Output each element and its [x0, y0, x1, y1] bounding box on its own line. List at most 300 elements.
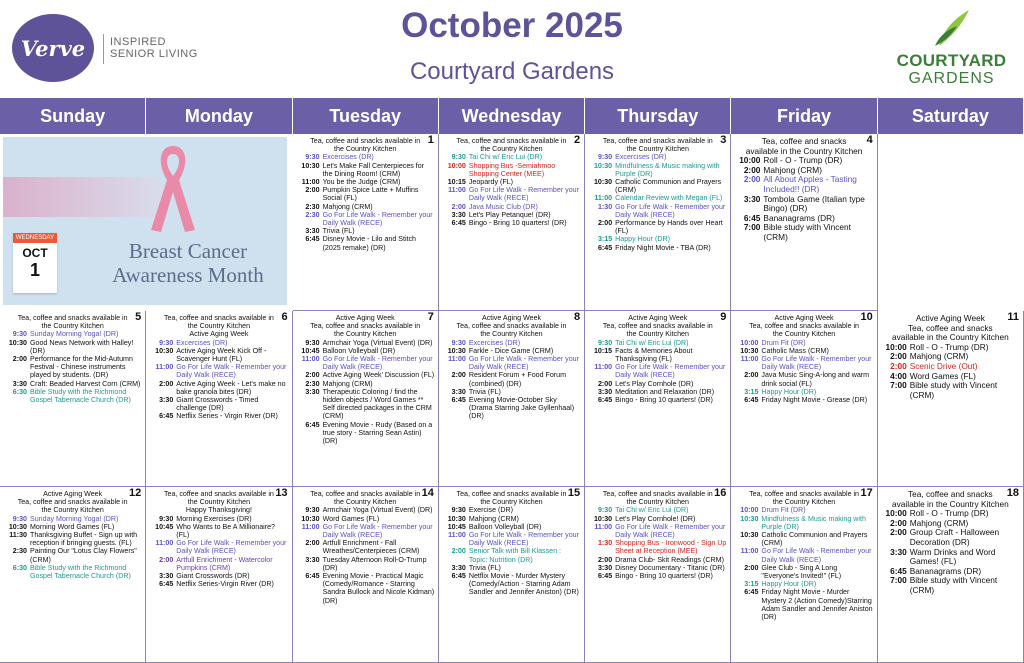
event-time: 7:00	[890, 575, 907, 586]
event-title: Evening Movie - Practical Magic (Comedy/Romance - Starring Sandra Bullock and Nicole Kidman) (DR)	[322, 572, 435, 605]
event-item	[296, 506, 435, 514]
event-time: 6:45	[451, 572, 466, 581]
event-item	[442, 371, 581, 387]
event-title: Active Aging Week - Let's make no bake granola bites (DR)	[176, 379, 286, 396]
event-time: 10:30	[593, 178, 613, 187]
event-title: Artfull Enrichment - Fall Wreathes/Centerpieces (CRM)	[322, 539, 420, 556]
event-item	[296, 355, 435, 371]
event-time: 4:00	[890, 370, 907, 381]
event-title: Go For Life Walk - Remember your Daily Walk (RECE)	[322, 355, 433, 372]
cg-logo-line1: COURTYARD	[896, 51, 1007, 70]
day-cell	[439, 487, 585, 663]
event-time: 10:30	[593, 161, 613, 170]
event-title: Mahjong (CRM)	[468, 514, 519, 523]
event-title: Senior Talk with Bill Klassen : Topic: Nutrition (DR)	[468, 547, 561, 564]
event-time: 10:00	[740, 506, 759, 515]
event-title: Drum Fit (DR)	[761, 506, 806, 515]
event-time: 9:30	[451, 506, 466, 515]
event-time: 11:00	[301, 522, 320, 531]
weekday-tuesday: Tuesday	[293, 98, 439, 134]
event-item	[734, 195, 873, 214]
event-title: Friday Night Movie - TBA (DR)	[615, 243, 711, 252]
day-note: Tea, coffee and snacks available in the Country Kitchen	[602, 322, 713, 339]
day-note: Tea, coffee and snacks available in the Country Kitchen	[745, 136, 863, 156]
event-time: 10:00	[740, 338, 759, 347]
event-item	[588, 363, 727, 379]
pink-ribbon-icon	[145, 142, 201, 234]
event-time: 10:00	[447, 161, 466, 170]
event-title: Farkle - Dice Game (CRM)	[468, 346, 554, 355]
event-time: 10:30	[8, 338, 27, 347]
event-title: Trivia (FL)	[468, 387, 501, 396]
event-time: 9:30	[305, 153, 320, 162]
event-item	[296, 347, 435, 355]
day-note: Tea, coffee and snacks available in the Country Kitchen	[17, 498, 128, 515]
event-item	[296, 539, 435, 555]
event-item	[734, 339, 873, 347]
event-time: 11:00	[301, 178, 320, 187]
event-title: Artfull Enrichment - Watercolor Pumpkins (CRM)	[176, 555, 273, 572]
event-item	[149, 556, 288, 572]
event-title: Happy Hour (DR)	[615, 235, 670, 244]
day-note: Active Aging Week	[774, 314, 834, 322]
event-time: 10:15	[447, 178, 466, 187]
event-time: 1:30	[597, 539, 613, 548]
event-time: 2:00	[890, 527, 907, 538]
event-time: 2:00	[744, 371, 759, 380]
event-title: Bible study with Vincent (CRM)	[763, 222, 851, 242]
event-item	[588, 178, 727, 194]
event-time: 3:30	[159, 396, 174, 405]
event-item	[442, 178, 581, 186]
event-time: 2:00	[744, 563, 759, 572]
event-title: Mahjong (CRM)	[909, 517, 969, 528]
event-time: 3:30	[743, 193, 761, 204]
event-title: Catholic Communion and Prayers (CRM)	[761, 531, 868, 548]
event-title: Excercises (DR)	[615, 153, 667, 162]
event-time: 3:15	[744, 387, 759, 396]
event-title: Go For Life Walk - Remember your Daily Walk (RECE)	[761, 355, 872, 372]
tagline-line1: INSPIRED	[110, 36, 166, 48]
event-item	[734, 547, 873, 563]
event-item	[881, 548, 1020, 567]
event-title: Armchair Yoga (Virtual Event) (DR)	[322, 506, 433, 515]
event-item	[3, 547, 142, 563]
event-time: 6:45	[159, 580, 174, 589]
event-time: 10:45	[301, 346, 320, 355]
event-time: 9:30	[305, 506, 320, 515]
event-time: 6:45	[743, 212, 761, 223]
event-title: Go For Life Walk - Remember your Daily Walk (RECE)	[322, 522, 433, 540]
event-item	[588, 235, 727, 243]
day-note: Active Aging Week	[189, 330, 249, 339]
day-cell	[731, 487, 877, 663]
event-item	[3, 380, 142, 388]
event-title: Friday Night Movie - Grease (DR)	[761, 396, 868, 405]
event-time: 1:30	[597, 202, 613, 211]
event-time: 2:00	[159, 555, 174, 564]
event-item	[442, 355, 581, 371]
event-title: Bingo - Bring 10 quarters! (DR)	[615, 396, 713, 405]
event-title: Disney Movie - Lilo and Stitch (2025 remake) (DR)	[322, 235, 417, 252]
event-time: 2:00	[305, 371, 320, 380]
event-item	[442, 162, 581, 178]
day-cell	[731, 134, 877, 311]
event-time: 11:00	[740, 547, 759, 556]
event-title: Balloon Volleyball (DR)	[468, 522, 542, 531]
event-item	[296, 371, 435, 379]
event-title: Pumpkin Spice Latte + Muffins Social (FL)	[322, 186, 419, 203]
day-number: 15	[567, 487, 581, 499]
event-title: Active Aging Week' Discussion (FL)	[322, 371, 435, 380]
calendar-card-month: OCT	[22, 246, 48, 260]
event-time: 10:30	[301, 161, 320, 170]
event-time: 11:00	[301, 355, 320, 364]
event-item	[734, 580, 873, 588]
event-item	[3, 564, 142, 580]
weekday-wednesday: Wednesday	[439, 98, 585, 134]
event-item	[588, 347, 727, 363]
event-time: 9:30	[12, 330, 27, 339]
event-title: Warm Drinks and Word Games! (FL)	[909, 546, 996, 567]
banner-text: Breast Cancer Awareness Month	[112, 239, 264, 287]
event-time: 3:15	[597, 235, 613, 244]
day-note: Active Aging Week	[915, 313, 985, 323]
event-time: 2:00	[12, 355, 27, 364]
event-item	[588, 194, 727, 202]
event-time: 6:45	[597, 396, 613, 405]
event-time: 2:30	[305, 379, 320, 388]
event-title: Glee Club - Sing A Long "Everyone's Invited!" (FL)	[761, 563, 842, 581]
day-cell	[0, 487, 146, 663]
event-item	[149, 347, 288, 363]
event-item	[442, 515, 581, 523]
event-time: 6:45	[305, 572, 320, 581]
event-item	[881, 528, 1020, 547]
event-title: Roll - O - Trump (DR)	[909, 341, 989, 352]
event-title: Trivia (FL)	[322, 227, 355, 236]
day-note: Active Aging Week	[335, 314, 395, 322]
event-item	[588, 219, 727, 235]
event-title: Catholic Mass (CRM)	[761, 346, 829, 355]
event-title: Bible Study with the Richmond Gospel Tabernacle Church (DR)	[30, 387, 131, 405]
event-time: 3:30	[890, 546, 907, 557]
event-title: Performance by Hands over Heart (FL)	[615, 219, 723, 236]
day-cell	[585, 311, 731, 487]
event-time: 9:30	[159, 514, 174, 523]
day-number: 18	[1006, 487, 1019, 499]
event-title: Facts & Memories About Thanksgiving (FL)	[615, 346, 693, 364]
event-item	[881, 576, 1020, 595]
event-time: 10:30	[593, 514, 613, 523]
day-note: Active Aging Week	[481, 314, 541, 322]
event-title: Sunday Morning Yoga! (DR)	[30, 514, 119, 523]
day-number: 1	[427, 134, 434, 146]
event-title: Happy Hour (DR)	[761, 580, 817, 589]
event-item	[442, 203, 581, 211]
day-note: Tea, coffee and snacks available in the Country Kitchen	[310, 490, 421, 507]
event-item	[588, 162, 727, 178]
day-note: Active Aging Week	[628, 314, 688, 322]
day-number: 4	[866, 134, 873, 146]
event-title: Go For Life Walk - Remember your Daily Walk (RECE)	[468, 186, 579, 203]
leaf-icon	[929, 8, 973, 48]
day-cell	[439, 134, 585, 311]
day-cell-empty	[293, 134, 439, 311]
event-title: Meditation and Relaxation (DR)	[615, 387, 715, 396]
event-title: Exercise (DR)	[468, 506, 513, 515]
event-title: Evening Movie-October Sky (Drama Starring Jake Gyllenhaal) (DR)	[468, 396, 575, 421]
event-item	[588, 244, 727, 252]
event-time: 10:30	[8, 522, 27, 531]
event-time: 2:00	[597, 555, 613, 564]
event-time: 2:00	[890, 351, 907, 362]
event-time: 3:30	[451, 563, 466, 572]
event-time: 11:00	[594, 522, 613, 531]
event-title: All About Apples - Tasting Included!! (DR)	[763, 174, 857, 194]
event-title: Roll - O - Trump (DR)	[763, 155, 843, 166]
event-time: 9:30	[305, 338, 320, 347]
event-time: 6:45	[451, 396, 466, 405]
event-item	[734, 531, 873, 547]
event-time: 6:30	[12, 387, 27, 396]
event-title: Netflix Series - Virgin River (DR)	[176, 412, 278, 421]
event-title: Let's Play Cornhole (DR)	[615, 379, 694, 388]
day-note: Tea, coffee and snacks available in the Country Kitchen	[602, 490, 713, 507]
event-time: 9:30	[597, 153, 613, 162]
event-title: Netflix Movie - Murder Mystery (Comedy/Action - Starring Adam Sandler and Jennifer Aniston) (DR)	[468, 572, 579, 597]
event-time: 6:45	[305, 420, 320, 429]
event-title: Word Games (FL)	[322, 514, 380, 523]
event-title: Balloon Volleyball (DR)	[322, 346, 396, 355]
event-item	[442, 186, 581, 202]
event-item	[734, 588, 873, 621]
day-cell	[585, 134, 731, 311]
event-title: Craft: Beaded Harvest Corn (CRM)	[30, 379, 141, 388]
day-cell	[0, 311, 146, 487]
event-title: Jeopardy (FL)	[468, 178, 513, 187]
event-title: Go For Life Walk - Remember your Daily Walk (RECE)	[468, 355, 579, 372]
event-item	[734, 564, 873, 580]
event-item	[734, 396, 873, 404]
event-title: Go For Life Walk - Remember your Daily Walk (RECE)	[468, 531, 579, 548]
event-item	[442, 153, 581, 161]
event-time: 11:00	[448, 531, 466, 540]
event-title: Disney Documentary - Titanic (DR)	[615, 563, 725, 572]
event-item	[296, 380, 435, 388]
event-time: 2:00	[305, 539, 320, 548]
event-item	[442, 219, 581, 227]
event-time: 3:30	[451, 387, 466, 396]
event-item	[588, 153, 727, 161]
event-item	[296, 515, 435, 523]
event-title: Performance for the Mid-Autumn Festival - Chinese instruments played by students. (DR)	[30, 355, 133, 380]
event-title: Who Wants to Be A Millionaire? (FL)	[176, 522, 275, 540]
day-note: Tea, coffee and snacks available in the Country Kitchen	[163, 490, 274, 507]
event-item	[296, 572, 435, 605]
event-title: Mindfulness & Music making with Purple (DR)	[615, 161, 720, 178]
event-title: You be the Judge (CRM)	[322, 178, 401, 187]
event-title: Let's Play Cornhole! (DR)	[615, 514, 696, 523]
event-time: 10:15	[593, 346, 613, 355]
event-time: 2:00	[159, 379, 174, 388]
calendar-header	[0, 0, 1024, 97]
event-item	[149, 580, 288, 588]
event-title: Scenic Drive (Out)	[909, 360, 978, 371]
day-number: 16	[714, 487, 727, 499]
event-title: Active Aging Week Kick Off - Scavenger Hunt (FL)	[176, 346, 267, 364]
event-item	[442, 572, 581, 597]
day-note: Tea, coffee and snacks available in the Country Kitchen	[17, 314, 128, 331]
event-time: 2:00	[890, 360, 907, 371]
event-item	[588, 556, 727, 564]
event-item	[442, 396, 581, 421]
event-title: Trivia (FL)	[468, 563, 501, 572]
event-item	[588, 572, 727, 580]
event-title: Giant Crosswords (DR)	[176, 572, 250, 581]
event-title: Tai Chi w/ Eric Lui (DR)	[615, 338, 689, 347]
event-item	[149, 523, 288, 539]
event-time: 2:00	[451, 547, 466, 556]
weekday-header-row	[0, 98, 1024, 134]
event-time: 11:30	[9, 531, 27, 540]
event-time: 3:30	[597, 563, 613, 572]
event-time: 10:30	[740, 531, 759, 540]
event-item	[3, 531, 142, 547]
event-time: 2:00	[743, 164, 761, 175]
event-time: 6:45	[890, 565, 907, 576]
day-note: Tea, coffee and snacks available in the Country Kitchen	[892, 489, 1009, 509]
event-time: 11:00	[740, 355, 759, 364]
event-title: Java Music Club (DR)	[468, 202, 538, 211]
day-note: Tea, coffee and snacks available in the Country Kitchen	[602, 137, 713, 154]
calendar-grid	[0, 134, 1024, 663]
weekday-sunday: Sunday	[0, 98, 146, 134]
event-time: 7:00	[890, 380, 907, 391]
event-item	[149, 515, 288, 523]
day-number: 10	[860, 311, 873, 323]
weekday-saturday: Saturday	[878, 98, 1024, 134]
event-time: 11:00	[155, 363, 174, 372]
event-title: Excercises (DR)	[468, 338, 521, 347]
calendar-card-day: 1	[29, 260, 40, 280]
event-title: Bible Study with the Richmond Gospel Tabernacle Church (DR)	[30, 563, 131, 581]
event-time: 10:30	[301, 514, 320, 523]
event-item	[3, 339, 142, 355]
event-time: 10:30	[740, 346, 759, 355]
day-number: 8	[574, 311, 581, 323]
event-item	[588, 380, 727, 388]
calendar-card-icon	[13, 233, 57, 293]
event-item	[3, 515, 142, 523]
event-time: 6:30	[12, 563, 27, 572]
event-title: Therapeutic Coloring / find the hidden objects / Word Games ** Self directed packages in the CRM (CRM)	[322, 387, 432, 421]
event-title: Good News Network with Halley! (DR)	[30, 338, 134, 355]
event-time: 10:00	[739, 155, 761, 166]
event-title: Tai Chi w/ Eric Lui (DR)	[468, 153, 543, 162]
weekday-monday: Monday	[146, 98, 292, 134]
event-title: Friday Night Movie - Murder Mystery 2 (Action Comedy)Starring Adam Sandler and Jennifer Aniston (DR)	[761, 588, 873, 622]
event-item	[149, 396, 288, 412]
event-title: Go For Life Walk - Remember your Daily Walk (RECE)	[615, 363, 726, 380]
event-time: 10:00	[885, 341, 907, 352]
event-item	[442, 523, 581, 531]
day-cell	[293, 487, 439, 663]
event-time: 3:30	[305, 387, 320, 396]
event-time: 6:45	[597, 243, 613, 252]
event-time: 2:00	[451, 202, 466, 211]
event-title: Go For Life Walk - Remember your Daily Walk (RECE)	[615, 202, 726, 219]
event-item	[734, 223, 873, 242]
event-time: 3:15	[744, 580, 759, 589]
courtyard-gardens-logo	[889, 8, 1014, 93]
event-item	[442, 547, 581, 563]
event-time: 9:30	[597, 338, 613, 347]
event-time: 10:45	[447, 522, 466, 531]
event-title: Mahjong (CRM)	[909, 351, 969, 362]
event-title: Tuesday Afternoon Roll-O-Trump (DR)	[322, 555, 427, 572]
day-note: Active Aging Week	[43, 490, 103, 498]
event-item	[149, 363, 288, 379]
event-title: Go For Life Walk - Remember your Daily Walk (RECE)	[176, 539, 287, 556]
event-item	[149, 412, 288, 420]
day-note: Happy Thanksgiving!	[185, 506, 252, 515]
event-time: 10:30	[447, 514, 466, 523]
event-time: 6:45	[597, 572, 613, 581]
event-item	[442, 506, 581, 514]
event-time: 11:00	[155, 539, 174, 548]
day-cell	[585, 487, 731, 663]
event-title: Mahjong (CRM)	[322, 202, 373, 211]
event-title: Mahjong (CRM)	[322, 379, 373, 388]
day-cell	[878, 487, 1024, 663]
day-number: 13	[275, 487, 288, 499]
event-item	[3, 330, 142, 338]
event-time: 9:30	[451, 153, 466, 162]
event-time: 3:30	[305, 227, 320, 236]
event-time: 11:00	[448, 186, 466, 195]
event-title: Armchair Yoga (Virtual Event) (DR)	[322, 338, 433, 347]
event-time: 3:30	[12, 379, 27, 388]
event-item	[442, 347, 581, 355]
day-cell	[731, 311, 877, 487]
tagline-line2: SENIOR LIVING	[110, 48, 198, 60]
event-time: 9:30	[159, 338, 174, 347]
breast-cancer-awareness-banner	[3, 137, 287, 305]
event-title: Morning Word Games (FL)	[30, 522, 115, 531]
event-title: Mahjong (CRM)	[763, 164, 822, 175]
event-title: Java Music Sing-A-long and warm drink social (FL)	[761, 371, 870, 388]
event-title: Go For Life Walk - Remember your Daily Walk (RECE)	[322, 210, 433, 228]
event-time: 2:00	[743, 174, 761, 185]
event-title: Mindfulness & Music making with Purple (DR)	[761, 514, 866, 531]
event-time: 6:45	[451, 219, 466, 228]
event-title: Shopping Bus -Semiahmoo Shopping Center (MEE)	[468, 161, 556, 178]
event-time: 6:45	[744, 588, 759, 597]
day-cell	[439, 311, 585, 487]
event-item	[588, 506, 727, 514]
event-item	[149, 572, 288, 580]
page-subtitle: Courtyard Gardens	[409, 58, 615, 85]
event-item	[149, 339, 288, 347]
event-item	[734, 506, 873, 514]
event-title: Roll - O - Trump (DR)	[909, 508, 989, 519]
event-time: 10:30	[447, 346, 466, 355]
day-number: 14	[421, 487, 434, 499]
event-time: 2:00	[451, 371, 466, 380]
day-number: 9	[720, 311, 727, 323]
event-time: 2:00	[305, 186, 320, 195]
